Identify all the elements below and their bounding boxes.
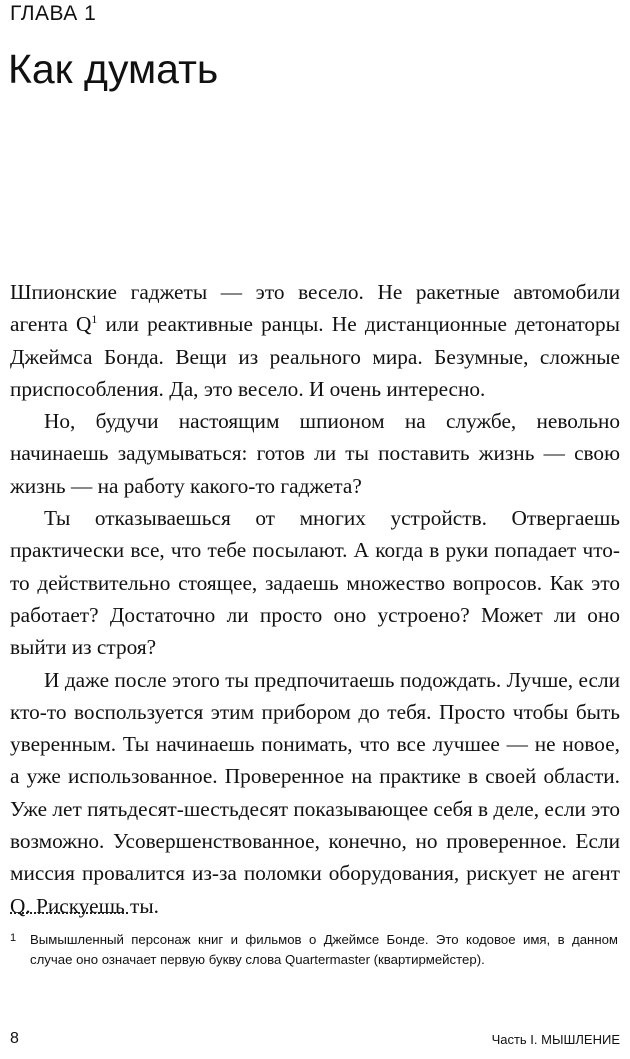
- paragraph-3: Ты отказываешься от многих устройств. Отвергаешь практически все, что тебе посылают. А когда в руки попадает что-то действительно стоящее, задаешь множество вопросов. Как это работает? Достаточно ли просто оно устроено? Может ли оно выйти из строя?: [10, 506, 620, 660]
- paragraph-1-end: или реактивные ранцы. Не дистанционные детонаторы Джеймса Бонда. Вещи из реального мира. Безумные, сложные приспособления. Да, это весело. И очень интересно.: [10, 312, 620, 401]
- paragraph-1-start: Шпионские гаджеты — это весело. Не ракетные автомобили агента Q: [10, 280, 620, 337]
- footnote-reference[interactable]: 1: [91, 312, 98, 327]
- running-footer: Часть I. МЫШЛЕНИЕ: [491, 1032, 620, 1047]
- paragraph-4: И даже после этого ты предпочитаешь подождать. Лучше, если кто-то воспользуется этим прибором до тебя. Просто чтобы быть уверенным. Ты начинаешь понимать, что все лучшее — не новое, а уже использованное. Проверенное на практике в своей области. Уже лет пятьдесят-шестьдесят показывающее себя в деле, если это возможно. Усовершенствованное, конечно, но проверенное. Если миссия провалится из-за поломки оборудования, рискует не агент Q. Рискуешь ты.: [10, 667, 620, 918]
- body-text: [10, 276, 620, 922]
- footnote-text: Вымышленный персонаж книг и фильмов о Джеймсе Бонде. Это кодовое имя, в данном случае оно означает первую букву слова Quartermaster (квартирмейстер).: [30, 932, 618, 967]
- footnote: [10, 930, 620, 970]
- chapter-label: ГЛАВА 1: [10, 2, 97, 25]
- paragraph-1: [10, 276, 620, 405]
- footnote-divider: [10, 912, 128, 914]
- chapter-title: Как думать: [8, 46, 219, 92]
- paragraph-2: Но, будучи настоящим шпионом на службе, невольно начинаешь задумываться: готов ли ты поставить жизнь — свою жизнь — на работу какого-то гаджета?: [10, 409, 620, 498]
- footnote-number: 1: [10, 932, 17, 944]
- page-number: 8: [10, 1030, 19, 1047]
